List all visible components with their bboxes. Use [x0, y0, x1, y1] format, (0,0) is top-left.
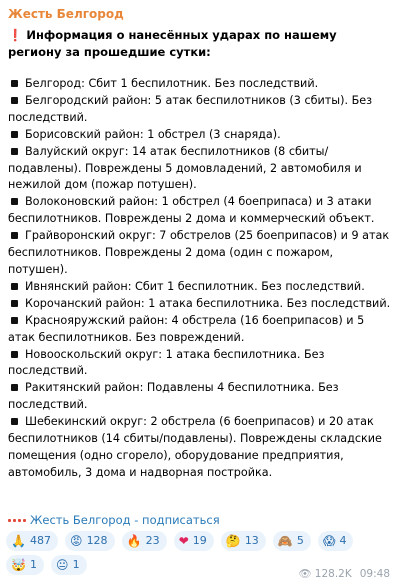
- reaction-count: 1: [29, 558, 37, 571]
- report-entry-text: Грайворонский округ: 7 обстрелов (25 боеприпасов) и 9 атак беспилотников. Повреждены 2 дома (один с пожаром, потушен).: [8, 229, 390, 276]
- report-entry: [8, 76, 392, 93]
- angry-face-icon: 😡: [70, 534, 83, 548]
- square-bullet-icon: [11, 148, 18, 155]
- praying-hands-icon: 🙏: [11, 534, 26, 548]
- report-entry-text: Белгород: Сбит 1 беспилотник. Без последствий.: [25, 77, 319, 90]
- report-entry: [8, 313, 392, 347]
- square-bullet-icon: [11, 300, 18, 307]
- red-exclamation-icon: ❗: [8, 28, 23, 42]
- reaction-thinking[interactable]: [221, 531, 266, 551]
- report-entry: [8, 194, 392, 228]
- heart-icon: ❤: [178, 534, 189, 548]
- fire-icon: 🔥: [126, 534, 142, 548]
- report-entry: [8, 380, 392, 414]
- report-entry-text: Новооскольский округ: 1 атака беспилотника. Без последствий.: [8, 347, 325, 378]
- report-entry: [8, 127, 392, 144]
- reaction-count: 5: [296, 534, 304, 547]
- report-entry-text: Краснояружский район: 4 обстрела (16 боеприпасов) и 5 атак беспилотников. Без повреждений.: [8, 313, 365, 344]
- report-entry: [8, 93, 392, 127]
- eye-icon: 👁: [298, 568, 312, 580]
- screaming-face-icon: 😱: [322, 534, 336, 548]
- report-entry-text: Валуйский округ: 14 атак беспилотников (8 сбиты/подавлены). Повреждены 5 домовладений, 2 автомобиля и нежилой дом (пожар потушен).: [8, 144, 362, 192]
- exploding-head-icon: 🤯: [11, 558, 26, 572]
- square-bullet-icon: [11, 198, 18, 205]
- square-bullet-icon: [11, 97, 18, 104]
- reaction-count: 487: [29, 534, 51, 547]
- thinking-face-icon: 🤔: [225, 534, 241, 548]
- square-bullet-icon: [11, 351, 18, 358]
- post-time: 09:48: [359, 568, 390, 580]
- see-no-evil-monkey-icon: 🙈: [277, 534, 293, 548]
- subscribe-link-text[interactable]: Жесть Белгород - подписаться: [30, 513, 220, 527]
- reaction-screaming[interactable]: [318, 531, 354, 551]
- report-list: [8, 76, 392, 482]
- reaction-fire[interactable]: [122, 531, 167, 551]
- report-entry-text: Ракитянский район: Подавлены 4 беспилотника. Без последствий.: [8, 381, 339, 412]
- square-bullet-icon: [11, 131, 18, 138]
- post-heading: [8, 27, 393, 61]
- square-bullet-icon: [11, 283, 18, 290]
- reaction-monkey[interactable]: [273, 531, 311, 551]
- square-bullet-icon: [11, 418, 18, 425]
- square-bullet-icon: [11, 80, 18, 87]
- report-entry-text: Белгородский район: 5 атак беспилотников (3 сбиты). Без последствий.: [8, 93, 373, 124]
- channel-name[interactable]: Жесть Белгород: [8, 7, 124, 21]
- report-entry-text: Шебекинский округ: 2 обстрела (6 боеприпасов) и 20 атак беспилотников (14 сбиты/подавлены). Повреждены складские помещения (одно сгорело), оборудование предприятия, автомобиль, 3 дома и надворная постройка.: [8, 415, 382, 479]
- report-entry-text: Волоконовский район: 1 обстрел (4 боеприпаса) и 3 атаки беспилотников. Повреждены 2 дома и коммерческий объект.: [8, 195, 375, 226]
- report-entry-text: Корочанский район: 1 атака беспилотника. Без последствий.: [25, 296, 391, 310]
- report-entry-text: Борисовский район: 1 обстрел (3 снаряда).: [25, 127, 281, 141]
- reaction-angry[interactable]: [65, 531, 115, 551]
- channel-logo-icon: [8, 517, 26, 525]
- reaction-count: 1: [72, 558, 80, 571]
- report-entry: [8, 228, 392, 279]
- reaction-count: 19: [192, 534, 207, 547]
- square-bullet-icon: [11, 232, 18, 239]
- view-count: 128.2K: [314, 568, 352, 580]
- report-entry: [8, 347, 392, 381]
- subscribe-link[interactable]: [8, 512, 220, 528]
- reaction-count: 23: [145, 534, 160, 547]
- post-heading-text: Информация о нанесённых ударах по нашему региону за прошедшие сутки:: [8, 28, 337, 59]
- report-entry: [8, 279, 392, 296]
- reaction-praying[interactable]: [6, 531, 58, 551]
- reaction-heart[interactable]: [174, 531, 214, 551]
- neutral-face-icon: 😐: [56, 558, 69, 572]
- reaction-neutral[interactable]: [51, 555, 87, 575]
- report-entry: [8, 296, 392, 313]
- report-entry-text: Ивнянский район: Сбит 1 беспилотник. Без последствий.: [25, 279, 365, 293]
- reaction-count: 4: [339, 534, 347, 547]
- square-bullet-icon: [11, 384, 18, 391]
- reaction-count: 13: [244, 534, 259, 547]
- reaction-count: 128: [86, 534, 108, 547]
- report-entry: [8, 414, 392, 482]
- report-entry: [8, 144, 392, 195]
- reaction-exploding[interactable]: [6, 555, 44, 575]
- post-meta: [298, 567, 390, 581]
- square-bullet-icon: [11, 317, 18, 324]
